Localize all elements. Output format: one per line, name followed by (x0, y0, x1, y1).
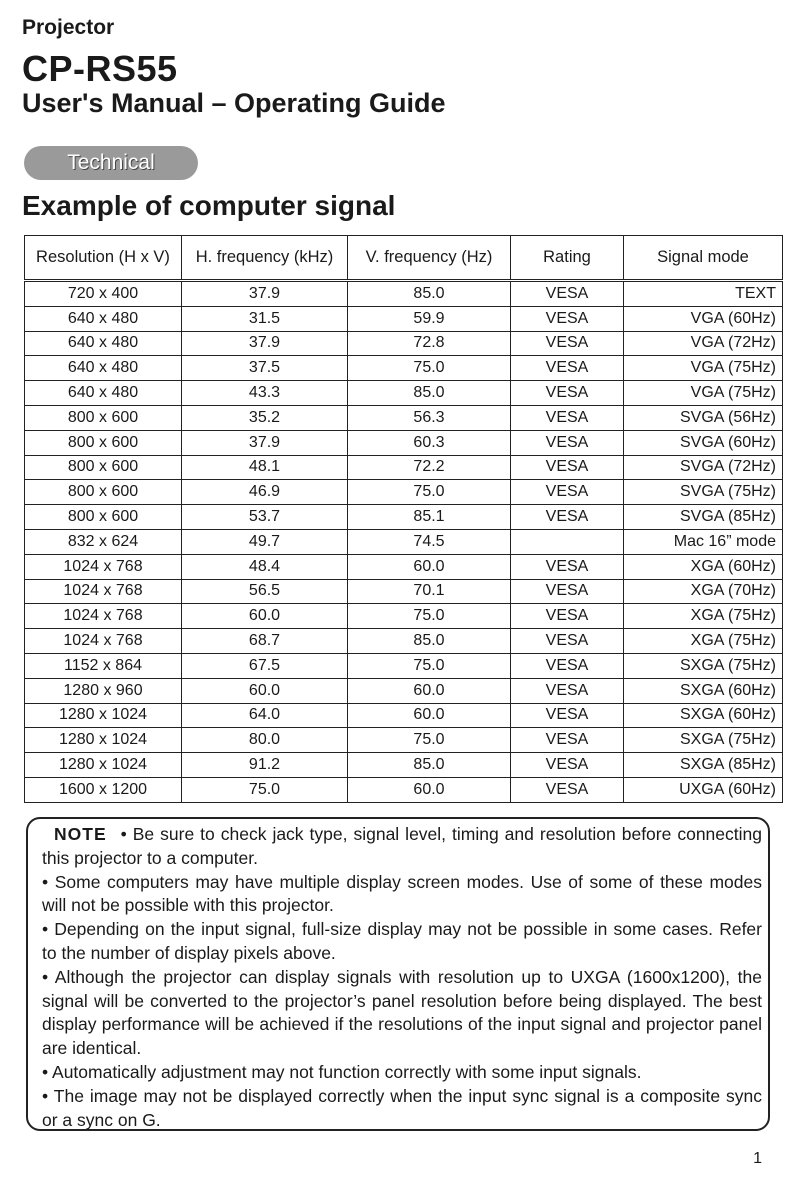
rating-cell: VESA (511, 604, 624, 629)
h-frequency-cell: 37.9 (182, 331, 348, 356)
h-frequency-cell: 60.0 (182, 678, 348, 703)
signal-mode-cell: SXGA (60Hz) (624, 703, 783, 728)
v-frequency-cell: 56.3 (348, 405, 511, 430)
h-frequency-cell: 53.7 (182, 505, 348, 530)
model-name: CP-RS55 (22, 48, 178, 89)
rating-cell: VESA (511, 653, 624, 678)
v-frequency-cell: 72.2 (348, 455, 511, 480)
signal-mode-cell: Mac 16” mode (624, 529, 783, 554)
h-frequency-cell: 48.1 (182, 455, 348, 480)
rating-cell (511, 529, 624, 554)
col-header-h-frequency: H. frequency (kHz) (182, 236, 348, 281)
v-frequency-cell: 75.0 (348, 604, 511, 629)
h-frequency-cell: 43.3 (182, 381, 348, 406)
rating-cell: VESA (511, 753, 624, 778)
h-frequency-cell: 91.2 (182, 753, 348, 778)
col-header-v-frequency: V. frequency (Hz) (348, 236, 511, 281)
v-frequency-cell: 70.1 (348, 579, 511, 604)
rating-cell: VESA (511, 455, 624, 480)
h-frequency-cell: 37.9 (182, 281, 348, 307)
h-frequency-cell: 67.5 (182, 653, 348, 678)
resolution-cell: 800 x 600 (25, 405, 182, 430)
note-item: • The image may not be displayed correctly when the input sync signal is a composite sync or a sync on G. (42, 1085, 762, 1130)
table-row (25, 281, 783, 307)
table-row (25, 430, 783, 455)
signal-mode-cell: XGA (70Hz) (624, 579, 783, 604)
table-body (25, 281, 783, 803)
rating-cell: VESA (511, 480, 624, 505)
v-frequency-cell: 60.0 (348, 678, 511, 703)
table-row (25, 629, 783, 654)
table-row (25, 777, 783, 802)
rating-cell: VESA (511, 381, 624, 406)
v-frequency-cell: 75.0 (348, 728, 511, 753)
resolution-cell: 1280 x 960 (25, 678, 182, 703)
table-row (25, 356, 783, 381)
note-item (42, 823, 762, 871)
rating-cell: VESA (511, 505, 624, 530)
col-header-signal-mode: Signal mode (624, 236, 783, 281)
signal-mode-cell: XGA (75Hz) (624, 629, 783, 654)
h-frequency-cell: 31.5 (182, 306, 348, 331)
resolution-cell: 1280 x 1024 (25, 703, 182, 728)
signal-mode-cell: VGA (60Hz) (624, 306, 783, 331)
table-row (25, 678, 783, 703)
note-item: • Automatically adjustment may not function correctly with some input signals. (42, 1061, 642, 1082)
rating-cell: VESA (511, 356, 624, 381)
resolution-cell: 800 x 600 (25, 455, 182, 480)
resolution-cell: 640 x 480 (25, 356, 182, 381)
resolution-cell: 1024 x 768 (25, 604, 182, 629)
note-label: NOTE (54, 824, 107, 844)
h-frequency-cell: 35.2 (182, 405, 348, 430)
signal-mode-cell: SXGA (75Hz) (624, 653, 783, 678)
document-kicker: Projector (22, 16, 115, 39)
v-frequency-cell: 60.0 (348, 703, 511, 728)
signal-mode-cell: SVGA (60Hz) (624, 430, 783, 455)
table-row (25, 405, 783, 430)
v-frequency-cell: 85.1 (348, 505, 511, 530)
h-frequency-cell: 64.0 (182, 703, 348, 728)
resolution-cell: 1024 x 768 (25, 554, 182, 579)
rating-cell: VESA (511, 306, 624, 331)
v-frequency-cell: 75.0 (348, 653, 511, 678)
h-frequency-cell: 75.0 (182, 777, 348, 802)
v-frequency-cell: 60.3 (348, 430, 511, 455)
h-frequency-cell: 46.9 (182, 480, 348, 505)
h-frequency-cell: 56.5 (182, 579, 348, 604)
resolution-cell: 1152 x 864 (25, 653, 182, 678)
signal-mode-cell: TEXT (624, 281, 783, 307)
signal-mode-cell: SVGA (75Hz) (624, 480, 783, 505)
table-row (25, 306, 783, 331)
resolution-cell: 1024 x 768 (25, 579, 182, 604)
h-frequency-cell: 49.7 (182, 529, 348, 554)
h-frequency-cell: 37.9 (182, 430, 348, 455)
rating-cell: VESA (511, 703, 624, 728)
note-box (26, 817, 770, 1131)
rating-cell: VESA (511, 728, 624, 753)
signal-mode-cell: XGA (75Hz) (624, 604, 783, 629)
signal-mode-cell: XGA (60Hz) (624, 554, 783, 579)
h-frequency-cell: 68.7 (182, 629, 348, 654)
note-item: • Depending on the input signal, full-size display may not be possible in some cases. Refer to the number of display pixels above. (42, 919, 762, 963)
table-row (25, 579, 783, 604)
col-header-rating: Rating (511, 236, 624, 281)
resolution-cell: 640 x 480 (25, 331, 182, 356)
h-frequency-cell: 80.0 (182, 728, 348, 753)
guide-title: User's Manual – Operating Guide (22, 88, 446, 118)
rating-cell: VESA (511, 405, 624, 430)
resolution-cell: 800 x 600 (25, 430, 182, 455)
signal-mode-cell: SXGA (85Hz) (624, 753, 783, 778)
v-frequency-cell: 75.0 (348, 480, 511, 505)
rating-cell: VESA (511, 579, 624, 604)
h-frequency-cell: 60.0 (182, 604, 348, 629)
v-frequency-cell: 72.8 (348, 331, 511, 356)
table-row (25, 505, 783, 530)
section-badge: Technical (24, 146, 198, 180)
table-row (25, 604, 783, 629)
v-frequency-cell: 85.0 (348, 753, 511, 778)
h-frequency-cell: 48.4 (182, 554, 348, 579)
table-row (25, 554, 783, 579)
col-header-resolution: Resolution (H x V) (25, 236, 182, 281)
v-frequency-cell: 85.0 (348, 281, 511, 307)
table-row (25, 381, 783, 406)
note-item: • Although the projector can display signals with resolution up to UXGA (1600x1200), the signal will be converted to the projector’s panel resolution before being displayed. The best display performance will be achieved if the resolutions of the input signal and projector panel are identical. (42, 966, 762, 1059)
resolution-cell: 1024 x 768 (25, 629, 182, 654)
signal-mode-cell: SXGA (60Hz) (624, 678, 783, 703)
rating-cell: VESA (511, 629, 624, 654)
table-row (25, 331, 783, 356)
v-frequency-cell: 74.5 (348, 529, 511, 554)
signal-mode-cell: SVGA (85Hz) (624, 505, 783, 530)
resolution-cell: 640 x 480 (25, 306, 182, 331)
signal-mode-cell: VGA (75Hz) (624, 356, 783, 381)
rating-cell: VESA (511, 281, 624, 307)
note-item: • Some computers may have multiple display screen modes. Use of some of these modes will not be possible with this projector. (42, 871, 762, 916)
table-row (25, 455, 783, 480)
table-row (25, 753, 783, 778)
section-title: Example of computer signal (22, 190, 396, 221)
v-frequency-cell: 75.0 (348, 356, 511, 381)
table-row (25, 653, 783, 678)
table-row (25, 529, 783, 554)
resolution-cell: 800 x 600 (25, 480, 182, 505)
resolution-cell: 800 x 600 (25, 505, 182, 530)
rating-cell: VESA (511, 777, 624, 802)
resolution-cell: 1280 x 1024 (25, 728, 182, 753)
v-frequency-cell: 85.0 (348, 381, 511, 406)
signal-mode-cell: SVGA (72Hz) (624, 455, 783, 480)
v-frequency-cell: 60.0 (348, 777, 511, 802)
rating-cell: VESA (511, 554, 624, 579)
resolution-cell: 720 x 400 (25, 281, 182, 307)
h-frequency-cell: 37.5 (182, 356, 348, 381)
page-number: 1 (753, 1150, 762, 1167)
rating-cell: VESA (511, 331, 624, 356)
signal-mode-cell: VGA (75Hz) (624, 381, 783, 406)
signal-mode-cell: SXGA (75Hz) (624, 728, 783, 753)
table-row (25, 703, 783, 728)
table-header-row (25, 236, 783, 281)
signal-mode-cell: UXGA (60Hz) (624, 777, 783, 802)
resolution-cell: 1280 x 1024 (25, 753, 182, 778)
v-frequency-cell: 59.9 (348, 306, 511, 331)
rating-cell: VESA (511, 678, 624, 703)
resolution-cell: 640 x 480 (25, 381, 182, 406)
resolution-cell: 832 x 624 (25, 529, 182, 554)
v-frequency-cell: 60.0 (348, 554, 511, 579)
v-frequency-cell: 85.0 (348, 629, 511, 654)
signal-mode-cell: SVGA (56Hz) (624, 405, 783, 430)
signal-mode-cell: VGA (72Hz) (624, 331, 783, 356)
table-row (25, 728, 783, 753)
resolution-cell: 1600 x 1200 (25, 777, 182, 802)
table-row (25, 480, 783, 505)
signal-table (24, 235, 783, 803)
rating-cell: VESA (511, 430, 624, 455)
note-item-text: • Be sure to check jack type, signal level, timing and resolution before connecting this projector to a computer. (42, 824, 762, 868)
